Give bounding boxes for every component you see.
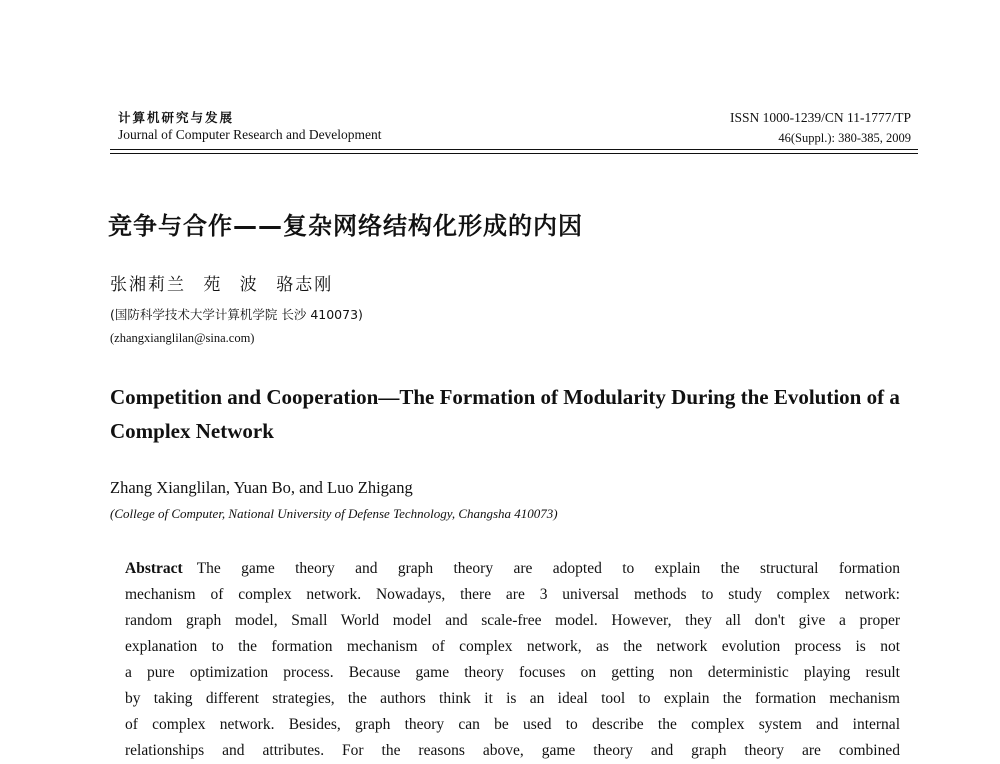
abstract-line-7: of complex network. Besides, graph theory can be used to describe the complex system and internal [125,716,900,733]
abstract-line-5: a pure optimization process. Because game theory focuses on getting non deterministic playing result [125,664,900,681]
abstract-line-8: relationships and attributes. For the reasons above, game theory and graph theory are combined [125,742,900,759]
header-rule-thin [110,153,918,154]
author-email: (zhangxianglilan@sina.com) [110,331,255,345]
journal-name-english: Journal of Computer Research and Development [118,127,382,142]
authors-chinese: 张湘莉兰 苑 波 骆志刚 [110,275,334,295]
affiliation-chinese: (国防科学技术大学计算机学院 长沙 410073) [110,307,363,322]
abstract-line-6: by taking different strategies, the authors think it is an ideal tool to explain the formation mechanism [125,690,900,707]
volume-pages-year: 46(Suppl.): 380-385, 2009 [778,131,911,145]
issn-line: ISSN 1000-1239/CN 11-1777/TP [729,110,911,125]
abstract-block [125,556,900,764]
journal-name-chinese: 计算机研究与发展 [118,110,235,125]
header-rule-thick [110,149,918,150]
paper-title-english: Competition and Cooperation—The Formation of Modularity During the Evolution of a Complex Network [110,385,900,443]
abstract-line-2: mechanism of complex network. Nowadays, there are 3 universal methods to study complex network: [125,586,900,603]
abstract-label: Abstract [125,560,183,577]
affiliation-english: (College of Computer, National University of Defense Technology, Changsha 410073) [110,506,558,521]
abstract-line-4: explanation to the formation mechanism of complex network, as the network evolution process is not [125,638,900,655]
paper-title-chinese: 竞争与合作——复杂网络结构化形成的内因 [108,212,583,240]
authors-english: Zhang Xianglilan, Yuan Bo, and Luo Zhigang [110,478,413,497]
abstract-line-3: random graph model, Small World model and scale-free model. However, they all don't give a proper [125,612,900,629]
abstract-line-1: Abstract The game theory and graph theory are adopted to explain the structural formation [125,560,900,577]
